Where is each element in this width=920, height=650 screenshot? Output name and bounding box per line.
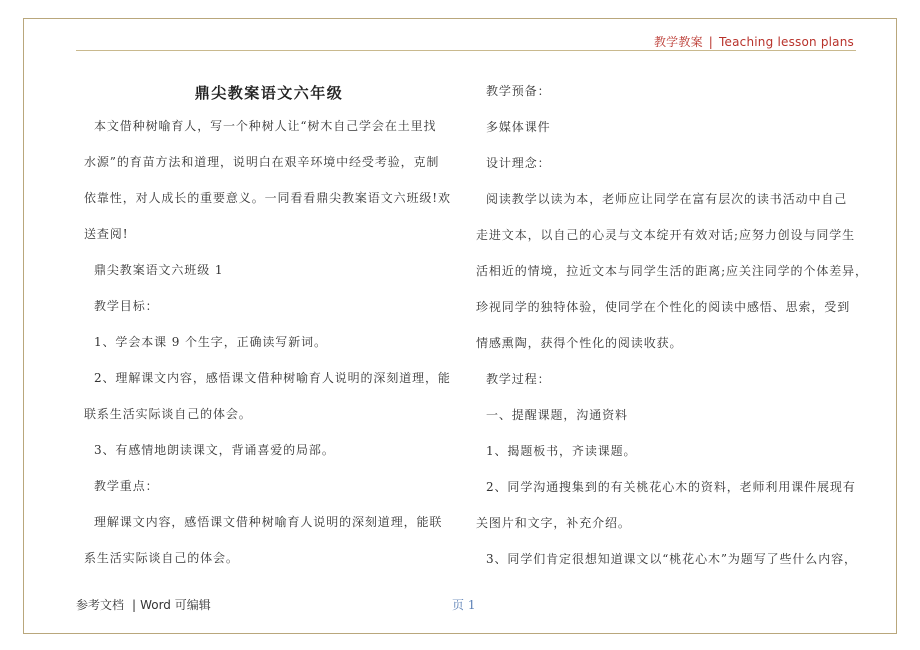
text-line: 本文借种树喻育人，写一个种树人让“树木自己学会在土里找 [94, 119, 437, 133]
paragraph [94, 288, 454, 324]
header-separator: | [708, 35, 714, 49]
footer-separator: | [132, 598, 137, 612]
text-line: 珍视同学的独特体验，使同学在个性化的阅读中感悟、思索，受到 [476, 300, 851, 314]
text-line: 活相近的情境，拉近文本与同学生活的距离;应关注同学的个体差异， [476, 264, 868, 278]
text-line: 教学预备： [486, 84, 551, 98]
text-line: 教学目标： [94, 299, 159, 313]
text-line: 送查阅! [84, 227, 129, 241]
text-line: 教学过程： [486, 372, 551, 386]
text-line: 3、同学们肯定很想知道课文以“桃花心木”为题写了些什么内容， [486, 552, 857, 566]
text-line: 水源”的育苗方法和道理，说明白在艰辛环境中经受考验，克制 [84, 155, 440, 169]
page-number: 页 1 [452, 598, 476, 612]
text-line: 2、理解课文内容，感悟课文借种树喻育人说明的深刻道理，能 [94, 371, 451, 385]
text-line: 2、同学沟通搜集到的有关桃花心木的资料，老师利用课件展现有 [486, 480, 856, 494]
left-column [84, 78, 454, 576]
paragraph [476, 181, 868, 361]
paragraph [486, 541, 862, 577]
text-line: 依靠性，对人成长的重要意义。一同看看鼎尖教案语文六班级!欢 [84, 191, 451, 205]
paragraph [94, 468, 454, 504]
paragraph [94, 324, 454, 360]
paragraph [94, 252, 454, 288]
document-title: 鼎尖教案语文六年级 [194, 84, 344, 102]
paragraph [486, 433, 862, 469]
text-line: 一、提醒课题，沟通资料 [486, 408, 628, 422]
text-line: 设计理念： [486, 156, 551, 170]
text-line: 鼎尖教案语文六班级 1 [94, 263, 224, 277]
paragraph [84, 360, 454, 432]
paragraph [476, 469, 862, 541]
text-line: 教学重点： [94, 479, 159, 493]
paragraph [84, 504, 454, 576]
header-title-en: Teaching lesson plans [719, 35, 854, 49]
text-line: 阅读教学以读为本，老师应让同学在富有层次的读书活动中自己 [486, 192, 848, 206]
paragraph [486, 361, 862, 397]
paragraph [486, 109, 862, 145]
text-line: 联系生活实际谈自己的体会。 [84, 407, 252, 421]
paragraph [94, 432, 454, 468]
paragraph [84, 108, 454, 252]
header-title-cn: 教学教案 [653, 35, 703, 49]
header-rule [76, 50, 856, 51]
text-line: 关图片和文字，补充介绍。 [476, 516, 631, 530]
text-line: 情感熏陶，获得个性化的阅读收获。 [476, 336, 683, 350]
footer-reference-label: 参考文档 [76, 598, 125, 612]
text-line: 多媒体课件 [486, 120, 551, 134]
text-line: 1、学会本课 9 个生字，正确读写新词。 [94, 335, 327, 349]
text-line: 系生活实际谈自己的体会。 [84, 551, 239, 565]
paragraph [486, 397, 862, 433]
text-line: 走进文本，以自己的心灵与文本绽开有效对话;应努力创设与同学生 [476, 228, 856, 242]
footer-word-label: Word 可编辑 [140, 598, 211, 612]
right-column [476, 73, 868, 577]
text-line: 理解课文内容，感悟课文借种树喻育人说明的深刻道理，能联 [94, 515, 443, 529]
paragraph [486, 73, 862, 109]
page-header [654, 33, 854, 50]
text-line: 1、揭题板书，齐读课题。 [486, 444, 637, 458]
text-line: 3、有感情地朗读课文，背诵喜爱的局部。 [94, 443, 335, 457]
paragraph [486, 145, 862, 181]
page-footer [76, 596, 211, 613]
